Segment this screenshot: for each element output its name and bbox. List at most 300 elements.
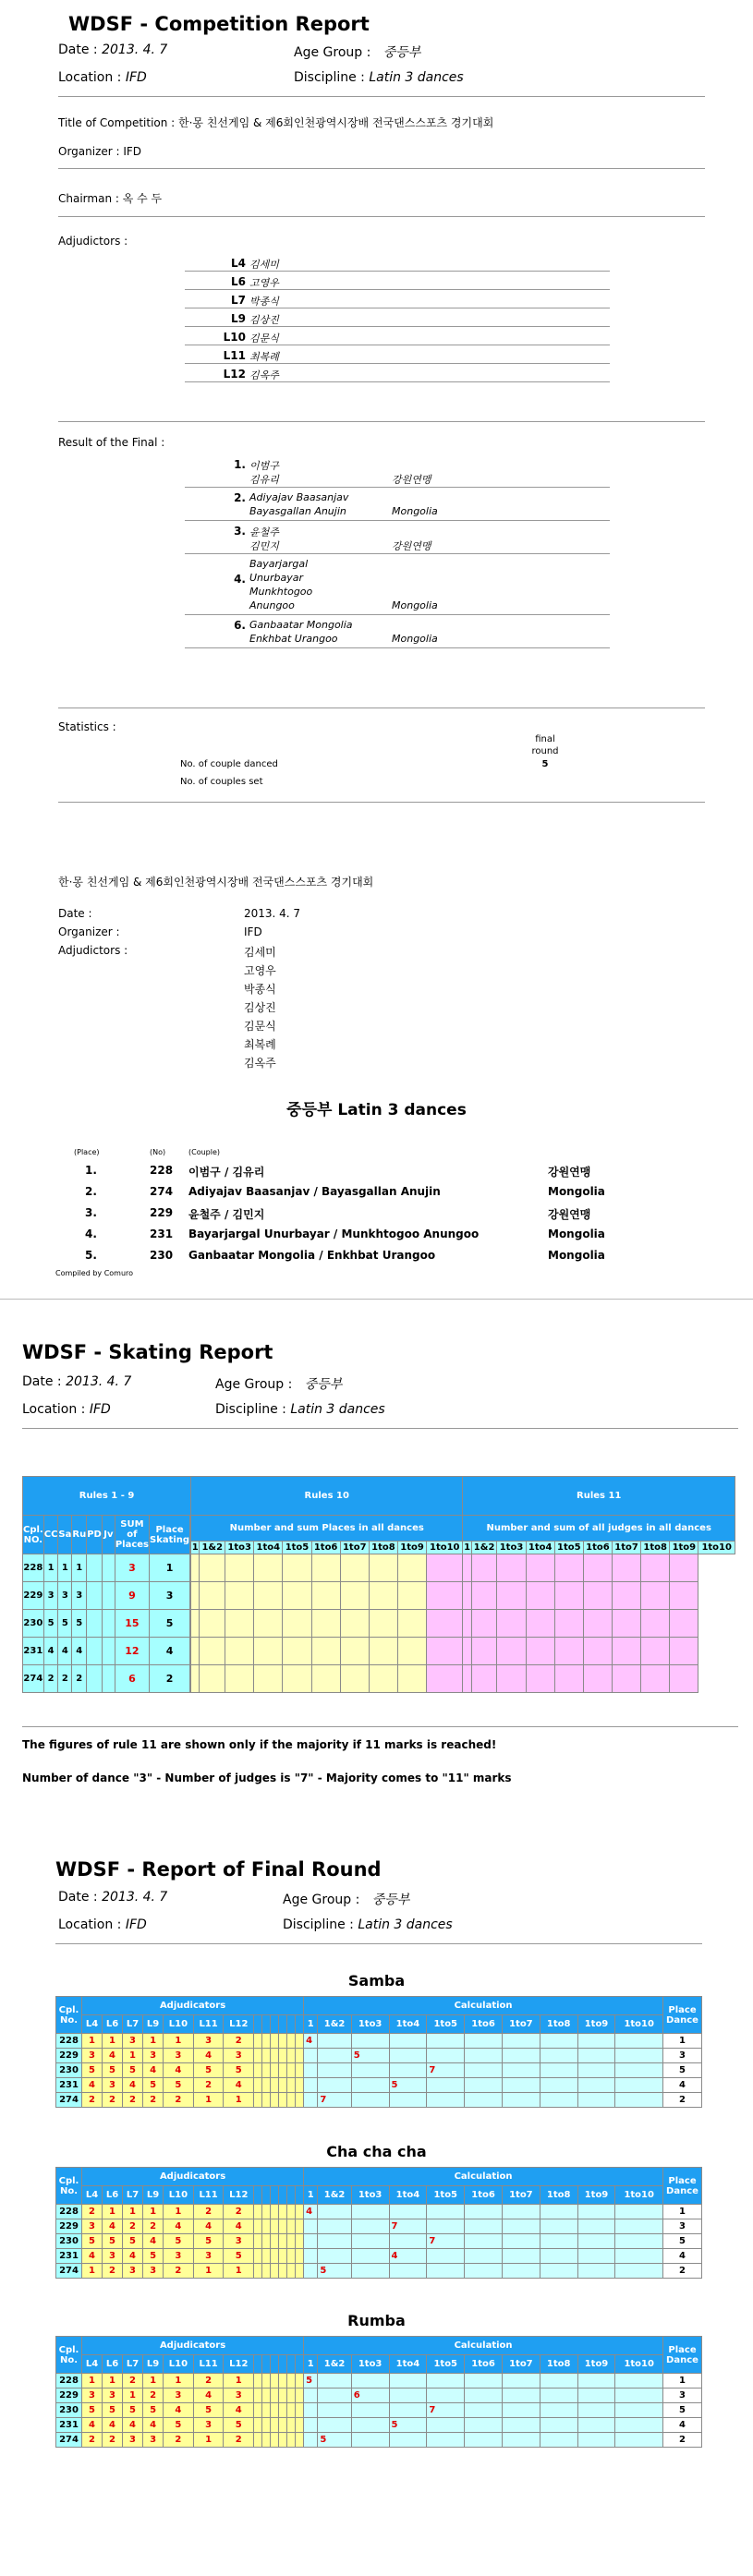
judge-mark: 1 bbox=[143, 2034, 164, 2049]
divider bbox=[58, 802, 705, 803]
judge-mark: 1 bbox=[224, 2093, 254, 2108]
calc-cell bbox=[351, 2234, 389, 2249]
judge-mark-empty bbox=[296, 2034, 304, 2049]
r10-cell bbox=[311, 1610, 340, 1638]
cpl-no: 230 bbox=[23, 1610, 44, 1638]
judge-mark: 1 bbox=[193, 2093, 224, 2108]
summary-club: Mongolia bbox=[548, 1249, 605, 1262]
calc-cell bbox=[465, 2249, 503, 2264]
calc-cell bbox=[615, 2049, 663, 2063]
judge-mark: 2 bbox=[193, 2205, 224, 2219]
result-club: Mongolia bbox=[392, 505, 438, 517]
r10-cell bbox=[254, 1638, 283, 1665]
judge-mark: 3 bbox=[123, 2264, 143, 2279]
calc-value: 5 bbox=[318, 2433, 351, 2448]
header-row bbox=[56, 2186, 702, 2205]
r11-cell bbox=[471, 1665, 497, 1693]
r11-col-header: 1to10 bbox=[698, 1542, 735, 1554]
r10-cell bbox=[191, 1638, 200, 1665]
r10-cell bbox=[311, 1554, 340, 1582]
judge-mark-empty bbox=[254, 2034, 262, 2049]
result-dancer: 이범구 bbox=[249, 460, 279, 472]
judge-mark: 2 bbox=[82, 2205, 103, 2219]
dance-place: 2 bbox=[72, 1665, 87, 1693]
judge-mark-empty bbox=[271, 2063, 279, 2078]
judge-mark: 4 bbox=[193, 2049, 224, 2063]
place-dance-header: Place Dance bbox=[663, 2168, 702, 2205]
judge-mark: 2 bbox=[143, 2389, 164, 2403]
calc-value: 7 bbox=[427, 2063, 465, 2078]
r10-cell bbox=[369, 1665, 397, 1693]
result-dancer: Adiyajav Baasanjav bbox=[249, 491, 349, 503]
calc-col-header: 1to6 bbox=[465, 2355, 503, 2374]
dance-header: CC bbox=[43, 1516, 58, 1554]
summary-adjudicator: 김세미 bbox=[244, 946, 276, 959]
calc-cell bbox=[540, 2264, 577, 2279]
summary-place: 3. bbox=[85, 1206, 97, 1219]
r11-cell bbox=[583, 1638, 612, 1665]
judge-mark: 2 bbox=[224, 2205, 254, 2219]
judge-mark-empty bbox=[296, 2234, 304, 2249]
judge-mark: 4 bbox=[123, 2249, 143, 2264]
calculation-header: Calculation bbox=[304, 2337, 663, 2355]
judge-header-empty bbox=[254, 2186, 262, 2205]
table-row bbox=[56, 2034, 702, 2049]
r11-cell bbox=[427, 1554, 463, 1582]
r11-cell bbox=[463, 1638, 471, 1665]
judge-mark-empty bbox=[287, 2234, 296, 2249]
r11-cell bbox=[526, 1610, 554, 1638]
adjudicator-name: 김문식 bbox=[249, 333, 279, 345]
judge-mark: 2 bbox=[103, 2433, 123, 2448]
calc-cell bbox=[318, 2219, 351, 2234]
r10-cell bbox=[254, 1665, 283, 1693]
calc-cell bbox=[389, 2205, 427, 2219]
judge-mark-empty bbox=[254, 2219, 262, 2234]
table-row bbox=[23, 1582, 735, 1610]
summary-adjudicator: 최복례 bbox=[244, 1038, 276, 1051]
calc-col-header: 1to7 bbox=[502, 2015, 540, 2034]
sum-of-places: 6 bbox=[115, 1665, 149, 1693]
judge-header: L12 bbox=[224, 2186, 254, 2205]
judge-mark: 3 bbox=[224, 2234, 254, 2249]
discipline-row: Discipline : Latin 3 dances bbox=[294, 70, 464, 85]
r10-cell bbox=[340, 1554, 369, 1582]
sum-of-places: 15 bbox=[115, 1610, 149, 1638]
r10-cell bbox=[283, 1665, 311, 1693]
judge-mark: 3 bbox=[123, 2433, 143, 2448]
table-row bbox=[56, 2219, 702, 2234]
judge-mark: 3 bbox=[123, 2034, 143, 2049]
calc-cell bbox=[540, 2219, 577, 2234]
r10-cell bbox=[283, 1582, 311, 1610]
r11-cell bbox=[554, 1610, 583, 1638]
calc-cell bbox=[427, 2418, 465, 2433]
calc-cell bbox=[502, 2433, 540, 2448]
judge-mark: 2 bbox=[82, 2093, 103, 2108]
judge-mark: 5 bbox=[123, 2234, 143, 2249]
dance-place: 4 bbox=[43, 1638, 58, 1665]
judge-mark: 3 bbox=[82, 2049, 103, 2063]
calc-value: 7 bbox=[318, 2093, 351, 2108]
final-discipline-row: Discipline : Latin 3 dances bbox=[283, 1917, 453, 1932]
calc-cell bbox=[465, 2205, 503, 2219]
judge-mark-empty bbox=[271, 2433, 279, 2448]
judge-mark: 5 bbox=[82, 2234, 103, 2249]
divider bbox=[58, 96, 705, 97]
calc-value: 5 bbox=[389, 2078, 427, 2093]
place-dance: 2 bbox=[663, 2264, 702, 2279]
dance-place: 5 bbox=[72, 1610, 87, 1638]
r11-cell bbox=[427, 1582, 463, 1610]
r11-cell bbox=[670, 1610, 698, 1638]
table-row bbox=[56, 2389, 702, 2403]
r11-cell bbox=[471, 1638, 497, 1665]
discipline-value: Latin 3 dances bbox=[369, 70, 464, 85]
r11-cell bbox=[471, 1610, 497, 1638]
calc-cell bbox=[465, 2049, 503, 2063]
calc-cell bbox=[304, 2403, 318, 2418]
judge-mark-empty bbox=[287, 2249, 296, 2264]
cpl-no: 229 bbox=[56, 2049, 82, 2063]
judge-header-empty bbox=[271, 2186, 279, 2205]
result-place: 2. bbox=[234, 491, 246, 504]
judge-mark: 3 bbox=[143, 2433, 164, 2448]
dance-header: Sa bbox=[58, 1516, 72, 1554]
result-place: 6. bbox=[234, 619, 246, 632]
judge-mark: 2 bbox=[123, 2374, 143, 2389]
r10-cell bbox=[397, 1638, 426, 1665]
skating-location-row: Location : IFD bbox=[22, 1402, 111, 1417]
calc-cell bbox=[465, 2234, 503, 2249]
judge-mark-empty bbox=[279, 2264, 287, 2279]
calc-cell bbox=[427, 2389, 465, 2403]
calc-cell bbox=[502, 2389, 540, 2403]
cpl-no: 231 bbox=[56, 2418, 82, 2433]
place-dance: 4 bbox=[663, 2078, 702, 2093]
r11-cell bbox=[641, 1582, 670, 1610]
rules-10-subheader: Number and sum Places in all dances bbox=[191, 1516, 463, 1542]
judge-header-empty bbox=[287, 2015, 296, 2034]
calc-cell bbox=[540, 2403, 577, 2418]
r10-col-header: 1 bbox=[191, 1542, 199, 1553]
judge-mark-empty bbox=[254, 2389, 262, 2403]
judge-mark-empty bbox=[287, 2264, 296, 2279]
judge-mark: 1 bbox=[193, 2264, 224, 2279]
judge-mark: 5 bbox=[123, 2403, 143, 2418]
dance-place: 1 bbox=[58, 1554, 72, 1582]
stats-row-danced: No. of couple danced bbox=[180, 759, 278, 769]
calc-cell bbox=[351, 2034, 389, 2049]
r11-col-header: 1to9 bbox=[670, 1542, 698, 1554]
adjudicators-label: Adjudictors : bbox=[58, 235, 128, 248]
judge-mark-empty bbox=[271, 2093, 279, 2108]
dance-place: 3 bbox=[72, 1582, 87, 1610]
cpl-no: 228 bbox=[56, 2374, 82, 2389]
calc-cell bbox=[389, 2063, 427, 2078]
judge-mark: 1 bbox=[82, 2374, 103, 2389]
judge-mark: 5 bbox=[193, 2403, 224, 2418]
calc-cell bbox=[427, 2374, 465, 2389]
calc-cell bbox=[318, 2249, 351, 2264]
calc-cell bbox=[389, 2264, 427, 2279]
underline bbox=[185, 381, 610, 382]
calc-cell bbox=[540, 2093, 577, 2108]
summary-adjudicator: 김문식 bbox=[244, 1020, 276, 1033]
judge-mark-empty bbox=[262, 2049, 271, 2063]
r11-cell bbox=[670, 1638, 698, 1665]
calc-cell bbox=[577, 2205, 615, 2219]
calc-cell bbox=[540, 2234, 577, 2249]
adjudicator-name: 박종식 bbox=[249, 296, 279, 308]
result-dancer: Ganbaatar Mongolia bbox=[249, 619, 353, 631]
judge-header-empty bbox=[287, 2186, 296, 2205]
dance-header: PD bbox=[87, 1516, 103, 1554]
r10-cell bbox=[369, 1610, 397, 1638]
judge-header-empty bbox=[254, 2355, 262, 2374]
judge-mark: 2 bbox=[193, 2374, 224, 2389]
judge-mark: 2 bbox=[164, 2264, 194, 2279]
header-row bbox=[56, 2168, 702, 2186]
r10-cell bbox=[311, 1665, 340, 1693]
calc-cell bbox=[577, 2063, 615, 2078]
judge-header: L7 bbox=[123, 2186, 143, 2205]
calc-cell bbox=[502, 2078, 540, 2093]
calc-cell bbox=[502, 2049, 540, 2063]
table-row bbox=[56, 2049, 702, 2063]
judge-mark: 3 bbox=[164, 2249, 194, 2264]
judge-header: L9 bbox=[143, 2015, 164, 2034]
r11-cell bbox=[670, 1665, 698, 1693]
judge-mark-empty bbox=[279, 2219, 287, 2234]
calc-cell bbox=[577, 2389, 615, 2403]
result-place: 1. bbox=[234, 458, 246, 471]
judge-header: L11 bbox=[193, 2015, 224, 2034]
calc-cell bbox=[304, 2093, 318, 2108]
judge-mark: 1 bbox=[224, 2264, 254, 2279]
judge-mark-empty bbox=[296, 2205, 304, 2219]
r11-col-header: 1to5 bbox=[554, 1542, 583, 1554]
r10-cell bbox=[340, 1610, 369, 1638]
r11-cell bbox=[497, 1582, 526, 1610]
calc-cell bbox=[465, 2374, 503, 2389]
cpl-no-header: Cpl. NO. bbox=[23, 1516, 44, 1554]
calc-cell bbox=[540, 2078, 577, 2093]
summary-adjudicators-label: Adjudictors : bbox=[58, 944, 128, 957]
r10-col-header: 1to9 bbox=[397, 1542, 426, 1554]
place-skating: 3 bbox=[150, 1582, 190, 1610]
dance-name: Cha cha cha bbox=[326, 2143, 427, 2160]
r11-cell bbox=[613, 1582, 641, 1610]
judge-header-empty bbox=[271, 2015, 279, 2034]
r11-cell bbox=[641, 1665, 670, 1693]
r10-cell bbox=[200, 1554, 225, 1582]
judge-mark: 5 bbox=[224, 2418, 254, 2433]
cpl-no: 231 bbox=[23, 1638, 44, 1665]
r11-col-header: 1to4 bbox=[526, 1542, 554, 1554]
calc-cell bbox=[351, 2264, 389, 2279]
table-row bbox=[56, 2418, 702, 2433]
judge-header: L12 bbox=[224, 2355, 254, 2374]
calc-cell bbox=[304, 2433, 318, 2448]
judge-header: L6 bbox=[103, 2015, 123, 2034]
calc-cell bbox=[540, 2034, 577, 2049]
r10-cell bbox=[225, 1665, 254, 1693]
calc-cell bbox=[502, 2418, 540, 2433]
calc-cell bbox=[318, 2049, 351, 2063]
judge-mark: 3 bbox=[193, 2249, 224, 2264]
judge-mark-empty bbox=[271, 2418, 279, 2433]
judge-mark: 5 bbox=[193, 2063, 224, 2078]
calc-cell bbox=[502, 2249, 540, 2264]
dance-place-empty bbox=[87, 1554, 103, 1582]
age-group-value: 중등부 bbox=[383, 45, 421, 60]
calc-cell bbox=[427, 2264, 465, 2279]
r11-cell bbox=[583, 1610, 612, 1638]
calc-col-header: 1to9 bbox=[577, 2015, 615, 2034]
cpl-no-header: Cpl. No. bbox=[56, 2337, 82, 2374]
judge-mark-empty bbox=[271, 2205, 279, 2219]
table-row bbox=[23, 1638, 735, 1665]
summary-no: 231 bbox=[150, 1228, 174, 1240]
calc-col-header: 1to7 bbox=[502, 2186, 540, 2205]
calc-cell bbox=[540, 2249, 577, 2264]
judge-mark: 5 bbox=[164, 2418, 194, 2433]
underline bbox=[185, 553, 610, 554]
calc-cell bbox=[577, 2433, 615, 2448]
adjudicator-code: L7 bbox=[231, 294, 246, 307]
event-title: 중등부 Latin 3 dances bbox=[286, 1101, 467, 1119]
calc-col-header: 1to9 bbox=[577, 2186, 615, 2205]
summary-adjudicator: 김옥주 bbox=[244, 1057, 276, 1070]
judge-mark-empty bbox=[262, 2403, 271, 2418]
r10-cell bbox=[397, 1610, 426, 1638]
judge-header-empty bbox=[254, 2015, 262, 2034]
dance-table bbox=[55, 2336, 702, 2448]
judge-mark: 5 bbox=[164, 2078, 194, 2093]
final-round-title: WDSF - Report of Final Round bbox=[55, 1858, 382, 1881]
calc-cell bbox=[502, 2093, 540, 2108]
judge-mark-empty bbox=[254, 2078, 262, 2093]
judge-mark: 4 bbox=[224, 2078, 254, 2093]
adjudicator-name: 고영우 bbox=[249, 277, 279, 289]
judge-mark: 2 bbox=[224, 2034, 254, 2049]
judge-mark: 5 bbox=[193, 2234, 224, 2249]
summary-couple: Bayarjargal Unurbayar / Munkhtogoo Anungoo bbox=[188, 1228, 480, 1240]
calc-value: 6 bbox=[351, 2389, 389, 2403]
header-row bbox=[56, 2355, 702, 2374]
judge-mark: 2 bbox=[123, 2093, 143, 2108]
judge-mark-empty bbox=[296, 2049, 304, 2063]
r10-cell bbox=[340, 1638, 369, 1665]
judge-mark: 3 bbox=[143, 2264, 164, 2279]
divider bbox=[22, 1726, 738, 1727]
judge-mark-empty bbox=[279, 2205, 287, 2219]
judge-mark-empty bbox=[287, 2093, 296, 2108]
calc-cell bbox=[465, 2063, 503, 2078]
summary-club: Mongolia bbox=[548, 1185, 605, 1198]
place-dance: 3 bbox=[663, 2049, 702, 2063]
dance-place-empty bbox=[87, 1665, 103, 1693]
dance-place-empty bbox=[102, 1665, 115, 1693]
header-row bbox=[56, 2337, 702, 2355]
judge-mark: 4 bbox=[193, 2389, 224, 2403]
calc-cell bbox=[351, 2078, 389, 2093]
judge-mark: 4 bbox=[143, 2063, 164, 2078]
judge-mark: 1 bbox=[123, 2389, 143, 2403]
calc-cell bbox=[577, 2078, 615, 2093]
cpl-no: 230 bbox=[56, 2234, 82, 2249]
calc-cell bbox=[465, 2219, 503, 2234]
result-club: Mongolia bbox=[392, 633, 438, 645]
calc-cell bbox=[318, 2034, 351, 2049]
calc-cell bbox=[577, 2219, 615, 2234]
judge-header: L6 bbox=[103, 2186, 123, 2205]
summary-organizer-label: Organizer : bbox=[58, 925, 120, 938]
r11-cell bbox=[497, 1554, 526, 1582]
rules-1-9-header: Rules 1 - 9 bbox=[23, 1477, 191, 1516]
r10-cell bbox=[225, 1638, 254, 1665]
summary-organizer: IFD bbox=[244, 925, 262, 938]
divider bbox=[58, 216, 705, 217]
calc-cell bbox=[304, 2264, 318, 2279]
judge-mark: 1 bbox=[123, 2205, 143, 2219]
col-place: (Place) bbox=[74, 1148, 100, 1156]
calc-cell bbox=[540, 2374, 577, 2389]
r10-cell bbox=[225, 1554, 254, 1582]
judge-header: L9 bbox=[143, 2186, 164, 2205]
header-row bbox=[23, 1477, 735, 1516]
calc-cell bbox=[304, 2234, 318, 2249]
calc-cell bbox=[615, 2374, 663, 2389]
cpl-no: 274 bbox=[23, 1665, 44, 1693]
judge-header: L7 bbox=[123, 2355, 143, 2374]
calc-cell bbox=[615, 2205, 663, 2219]
underline bbox=[185, 487, 610, 488]
r10-cell bbox=[254, 1610, 283, 1638]
r11-cell bbox=[463, 1610, 471, 1638]
r10-cell bbox=[200, 1582, 225, 1610]
judge-mark: 5 bbox=[224, 2249, 254, 2264]
table-row bbox=[56, 2433, 702, 2448]
judge-mark-empty bbox=[271, 2219, 279, 2234]
calc-cell bbox=[540, 2418, 577, 2433]
calc-cell bbox=[502, 2264, 540, 2279]
result-club: 강원연맹 bbox=[392, 540, 431, 552]
judge-mark: 3 bbox=[103, 2389, 123, 2403]
r11-cell bbox=[554, 1638, 583, 1665]
divider bbox=[58, 421, 705, 422]
calc-value: 4 bbox=[304, 2205, 318, 2219]
judge-mark-empty bbox=[287, 2418, 296, 2433]
dance-place-empty bbox=[102, 1610, 115, 1638]
judge-mark: 4 bbox=[164, 2219, 194, 2234]
judge-mark: 5 bbox=[82, 2403, 103, 2418]
judge-mark: 5 bbox=[143, 2078, 164, 2093]
statistics-label: Statistics : bbox=[58, 720, 116, 733]
summary-date-label: Date : bbox=[58, 907, 92, 920]
sum-of-places: 3 bbox=[115, 1554, 149, 1582]
location-value: IFD bbox=[125, 70, 147, 85]
judge-mark-empty bbox=[271, 2264, 279, 2279]
judge-mark: 3 bbox=[82, 2219, 103, 2234]
calc-cell bbox=[427, 2078, 465, 2093]
judge-mark-empty bbox=[254, 2205, 262, 2219]
calc-cell bbox=[389, 2049, 427, 2063]
judge-mark: 1 bbox=[103, 2205, 123, 2219]
summary-club: 강원연맹 bbox=[548, 1166, 591, 1179]
calc-col-header: 1&2 bbox=[318, 2015, 351, 2034]
